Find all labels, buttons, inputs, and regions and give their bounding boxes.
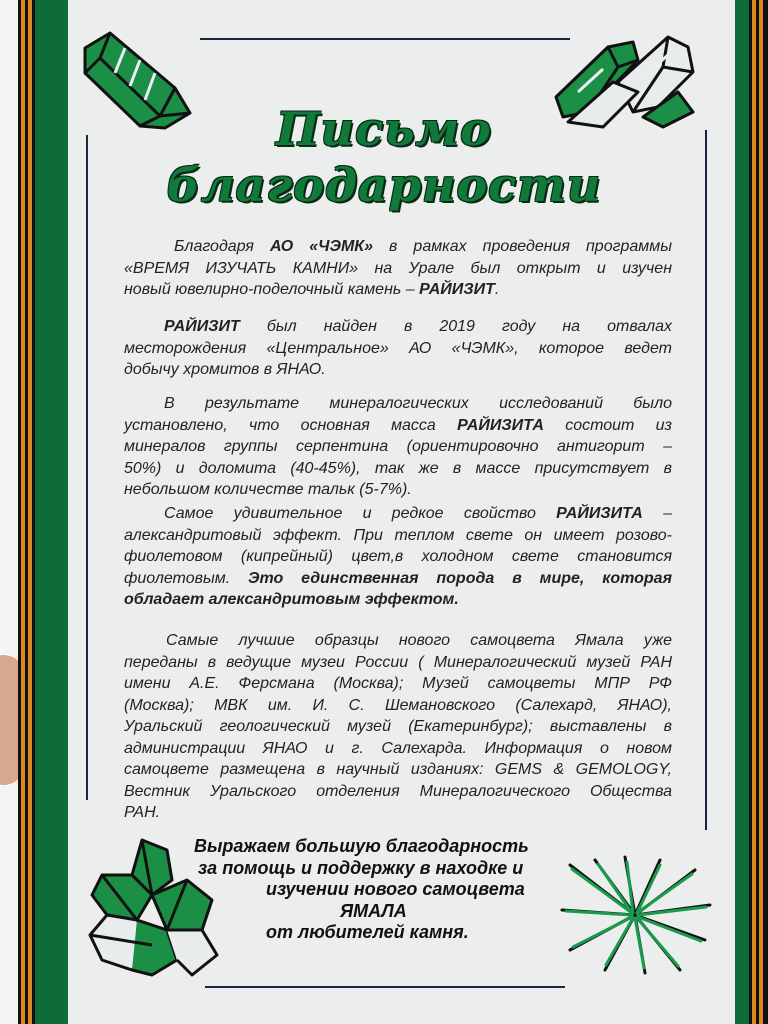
p3-line-3: минералов группы серпентина (ориентировочно антигорит – bbox=[124, 438, 672, 455]
p3-line-5: небольшом количестве тальк (5-7%). bbox=[124, 481, 412, 498]
left-frame-line bbox=[86, 135, 88, 800]
p5-line-3: имени А.Е. Ферсмана (Москва); Музей самоцветы МПР РФ bbox=[124, 675, 672, 692]
p2-line-3: добычу хромитов в ЯНАО. bbox=[124, 361, 326, 378]
closing-line-4: ЯМАЛА bbox=[340, 900, 407, 921]
top-divider bbox=[200, 38, 570, 40]
p3-text: установлено, что основная масса bbox=[124, 416, 458, 434]
paragraph-discovery bbox=[124, 316, 672, 381]
crystal-needles-bottom-right-icon bbox=[560, 855, 715, 975]
closing-line-5: от любителей камня. bbox=[266, 922, 469, 942]
p1-text: в рамках проведения программы bbox=[373, 238, 673, 255]
p5-line-1: Самые лучшие образцы нового самоцвета Ямала уже bbox=[166, 632, 672, 649]
p5-line-8: Вестник Уральского отделения Минералогического Общества bbox=[124, 782, 672, 800]
p4-text: Самое удивительное и редкое свойство bbox=[164, 505, 557, 522]
stone-name: РАЙИЗИТА bbox=[457, 416, 544, 434]
right-frame-line bbox=[705, 130, 707, 830]
p5-line-5: Уральский геологический музей (Екатеринбург); выставлены в bbox=[124, 718, 672, 735]
p2-line-2: месторождения «Центральное» АО «ЧЭМК», которое ведет bbox=[124, 339, 672, 357]
p2-text: был найден в 2019 году на отвалах bbox=[239, 318, 672, 335]
title-line-2: благодарности bbox=[166, 158, 602, 212]
p4-text: фиолетовым. bbox=[124, 569, 248, 587]
p4-line-2: александритовый эффект. При теплом свете он имеет розово- bbox=[124, 526, 672, 544]
p1-text: . bbox=[494, 281, 500, 298]
p4-emphasis: Это единственная порода в мире, которая bbox=[248, 569, 672, 587]
p5-line-4: (Москва); МВК им. И. С. Шемановского (Салехард, ЯНАО), bbox=[124, 696, 672, 714]
paragraph-museums bbox=[124, 630, 672, 824]
p3-line-4: 50%) и доломита (40-45%), так же в массе присутствует в bbox=[124, 459, 672, 477]
stone-name: РАЙИЗИТ bbox=[164, 318, 240, 335]
stone-name: РАЙИЗИТА bbox=[556, 505, 643, 522]
bottom-divider bbox=[205, 986, 565, 988]
closing-line-3: изучении нового самоцвета bbox=[266, 879, 525, 899]
p4-emphasis: обладает александритовым эффектом. bbox=[124, 591, 459, 608]
closing-gratitude bbox=[180, 836, 580, 944]
stone-name: РАЙИЗИТ bbox=[419, 281, 495, 298]
company-name: АО «ЧЭМК» bbox=[269, 238, 374, 255]
title-line-1: Письмо bbox=[276, 102, 492, 156]
p3-text: состоит из bbox=[543, 416, 672, 434]
p5-line-9: РАН. bbox=[124, 804, 161, 821]
paragraph-effect bbox=[124, 503, 672, 611]
p4-line-3: фиолетовом (кипрейный) цвет,в холодном свете становится bbox=[124, 548, 672, 565]
paragraph-composition bbox=[124, 393, 672, 501]
p1-text: новый ювелирно-поделочный камень – bbox=[124, 281, 420, 298]
p4-text: – bbox=[642, 505, 673, 522]
closing-line-1: Выражаем большую благодарность bbox=[194, 836, 529, 856]
p1-line-2: «ВРЕМЯ ИЗУЧАТЬ КАМНИ» на Урале был открыт и изучен bbox=[124, 259, 672, 277]
closing-line-2: за помощь и поддержку в находке и bbox=[198, 857, 524, 878]
p1-text: Благодаря bbox=[174, 238, 270, 255]
p5-line-7: самоцвете размещена в научный изданиях: GEMS & GEMOLOGY, bbox=[124, 761, 672, 778]
p3-line-1: В результате минералогических исследований было bbox=[164, 395, 672, 412]
paragraph-program bbox=[124, 236, 672, 301]
p5-line-6: администрации ЯНАО и г. Салехарда. Информация о новом bbox=[124, 739, 672, 757]
p5-line-2: переданы в ведущие музеи России ( Минералогический музей РАН bbox=[124, 653, 672, 671]
